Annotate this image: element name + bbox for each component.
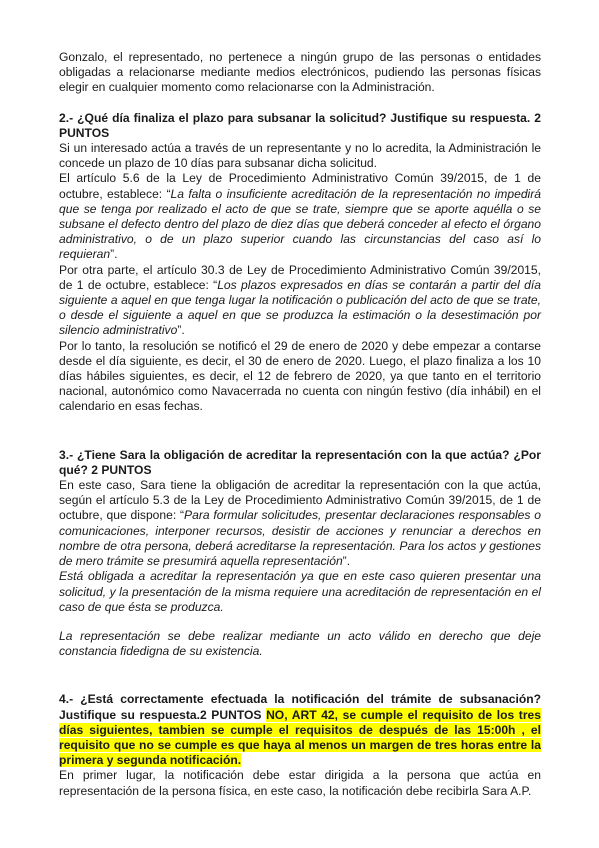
q2-p2-intro: El artículo 5.6 de la Ley de Procedimiento Administrativo Común 39/2015, de 1 de octubre, establece: “ (59, 171, 541, 201)
q2-paragraph-2 (59, 171, 541, 262)
document-body (59, 50, 541, 799)
q3-paragraph-3 (59, 629, 541, 659)
q4-highlighted-answer: NO, ART 42, se cumple el requisito de los tres días siguientes, tambien se cumple el requisitos de después de las 15:00h , el requisito que no se cumple es que haya al menos un margen de tres horas entre la primera y segunda notificación. (59, 707, 541, 768)
q2-p3-intro: Por otra parte, el artículo 30.3 de Ley de Procedimiento Administrativo Común 39/2015, de 1 de octubre, establece: “ (59, 262, 541, 292)
q3-p2-text: Está obligada a acreditar la representación ya que en este caso quieren presentar una solicitud, y la presentación de la misma requiere una acreditación de representación en el caso de que ésta se produzca. (59, 569, 541, 614)
question-2-heading: 2.- ¿Qué día finaliza el plazo para subsanar la solicitud? Justifique su respuesta. 2 PUNTOS (59, 110, 541, 140)
q2-paragraph-1: Si un interesado actúa a través de un representante y no lo acredita, la Administración le concede un plazo de 10 días para subsanar dicha solicitud. (59, 141, 541, 171)
q3-p1-quote: Para formular solicitudes, presentar declaraciones responsables o comunicaciones, interponer recursos, desistir de acciones y renunciar a derechos en nombre de otra persona, deberá acreditarse la representación. Para los actos y gestiones de mero trámite se presumirá aquella representación (59, 508, 541, 569)
q2-p2-close: ”. (110, 247, 118, 262)
intro-paragraph: Gonzalo, el representado, no pertenece a ningún grupo de las personas o entidades obligadas a relacionarse mediante medios electrónicos, pudiendo las personas físicas elegir en cualquier momento como relacionarse con la Administración. (59, 50, 541, 95)
q3-paragraph-1 (59, 478, 541, 569)
q2-p2-quote: La falta o insuficiente acreditación de la representación no impedirá que se tenga por realizado el acto de que se trate, siempre que se aporte aquélla o se subsane el defecto dentro del plazo de diez días que deberá conceder al efecto el órgano administrativo, o de un plazo superior cuando las circunstancias del caso así lo requieran (59, 186, 541, 262)
q3-paragraph-2 (59, 569, 541, 615)
q3-p1-intro: En este caso, Sara tiene la obligación de acreditar la representación con la que actúa, según el artículo 5.3 de la Ley de Procedimiento Administrativo Común 39/2015, de 1 de octubre, que dispone: “ (59, 478, 541, 523)
q2-p3-quote: Los plazos expresados en días se contarán a partir del día siguiente a aquel en que tenga lugar la notificación o publicación del acto de que se trate, o desde el siguiente a aquel en que se produzca la estimación o la desestimación por silencio administrativo (59, 277, 541, 338)
q2-paragraph-4: Por lo tanto, la resolución se notificó el 29 de enero de 2020 y debe empezar a contarse desde el día siguiente, es decir, el 30 de enero de 2020. Luego, el plazo finaliza a los 10 días hábiles siguientes, es decir, el 12 de febrero de 2020, ya que tanto en el territorio nacional, autonómico como Navacerrada no cuenta con ningún festivo (día inhábil) en el calendario en esas fechas. (59, 338, 541, 414)
q3-p1-close: ”. (342, 554, 351, 569)
q4-heading-text: 4.- ¿Está correctamente efectuada la notificación del trámite de subsanación? Justifique su respuesta.2 PUNTOS (59, 692, 541, 722)
question-3-heading: 3.- ¿Tiene Sara la obligación de acreditar la representación con la que actúa? ¿Por qué? 2 PUNTOS (59, 447, 541, 477)
q3-p3-text: La representación se debe realizar mediante un acto válido en derecho que deje constancia fidedigna de su existencia. (59, 628, 541, 659)
q2-paragraph-3 (59, 263, 541, 339)
q2-p3-close: ”. (177, 323, 185, 338)
question-4-heading (59, 692, 541, 768)
q4-paragraph-1: En primer lugar, la notificación debe estar dirigida a la persona que actúa en representación de la persona física, en este caso, la notificación debe recibirla Sara A.P. (59, 768, 541, 798)
